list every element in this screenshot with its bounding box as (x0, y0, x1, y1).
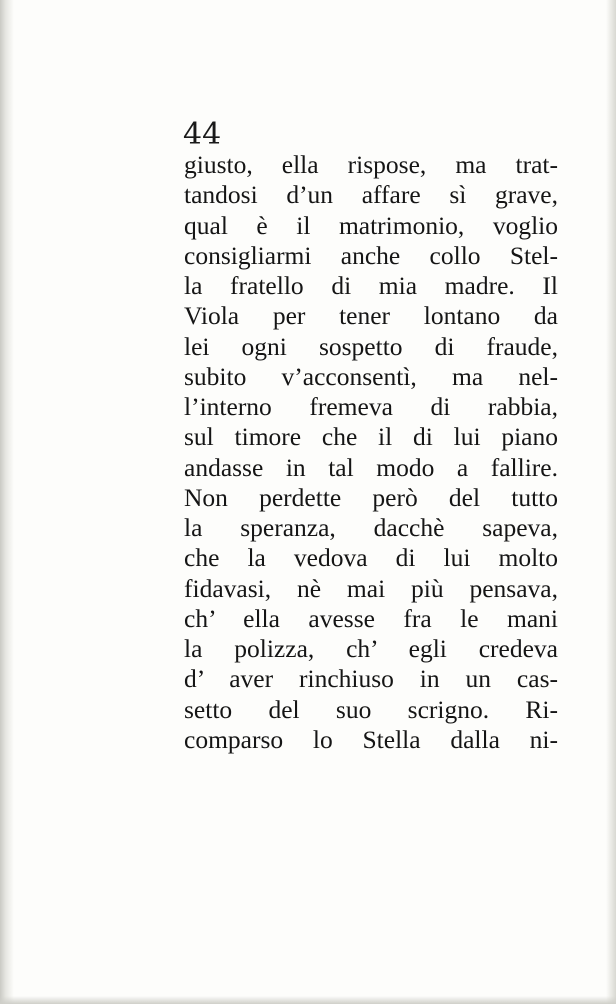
text-line: fidavasi, nè mai più pensava, (184, 573, 558, 603)
text-line: la speranza, dacchè sapeva, (184, 513, 558, 542)
text-line: Viola per tener lontano da (184, 301, 558, 331)
text-line: d’ aver rinchiuso in un cas- (184, 664, 558, 694)
text-line: la polizza, ch’ egli credeva (184, 634, 558, 663)
text-line: setto del suo scrigno. Ri- (184, 694, 558, 724)
text-line: Non perdette però del tutto (184, 482, 558, 512)
text-line: subito v’acconsentì, ma nel- (184, 361, 558, 391)
text-line: che la vedova di lui molto (184, 543, 558, 573)
page-bottom-edge (0, 996, 616, 1004)
text-line: tandosi d’un affare sì grave, (184, 180, 558, 210)
text-line: giusto, ella rispose, ma trat- (184, 150, 558, 179)
text-line: qual è il matrimonio, voglio (184, 210, 558, 240)
text-line: comparso lo Stella dalla ni- (184, 724, 558, 754)
text-line: la fratello di mia madre. Il (184, 271, 558, 300)
page-number: 44 (183, 117, 222, 152)
page-right-edge (606, 0, 616, 1004)
text-line: sul timore che il di lui piano (184, 422, 558, 452)
text-line: consigliarmi anche collo Stel- (184, 240, 558, 270)
text-line: andasse in tal modo a fallire. (184, 452, 558, 482)
body-text (184, 150, 558, 755)
text-line: l’interno fremeva di rabbia, (184, 392, 558, 421)
text-line: ch’ ella avesse fra le mani (184, 603, 558, 633)
page-spine-shadow (0, 0, 14, 1004)
text-line: lei ogni sospetto di fraude, (184, 331, 558, 361)
